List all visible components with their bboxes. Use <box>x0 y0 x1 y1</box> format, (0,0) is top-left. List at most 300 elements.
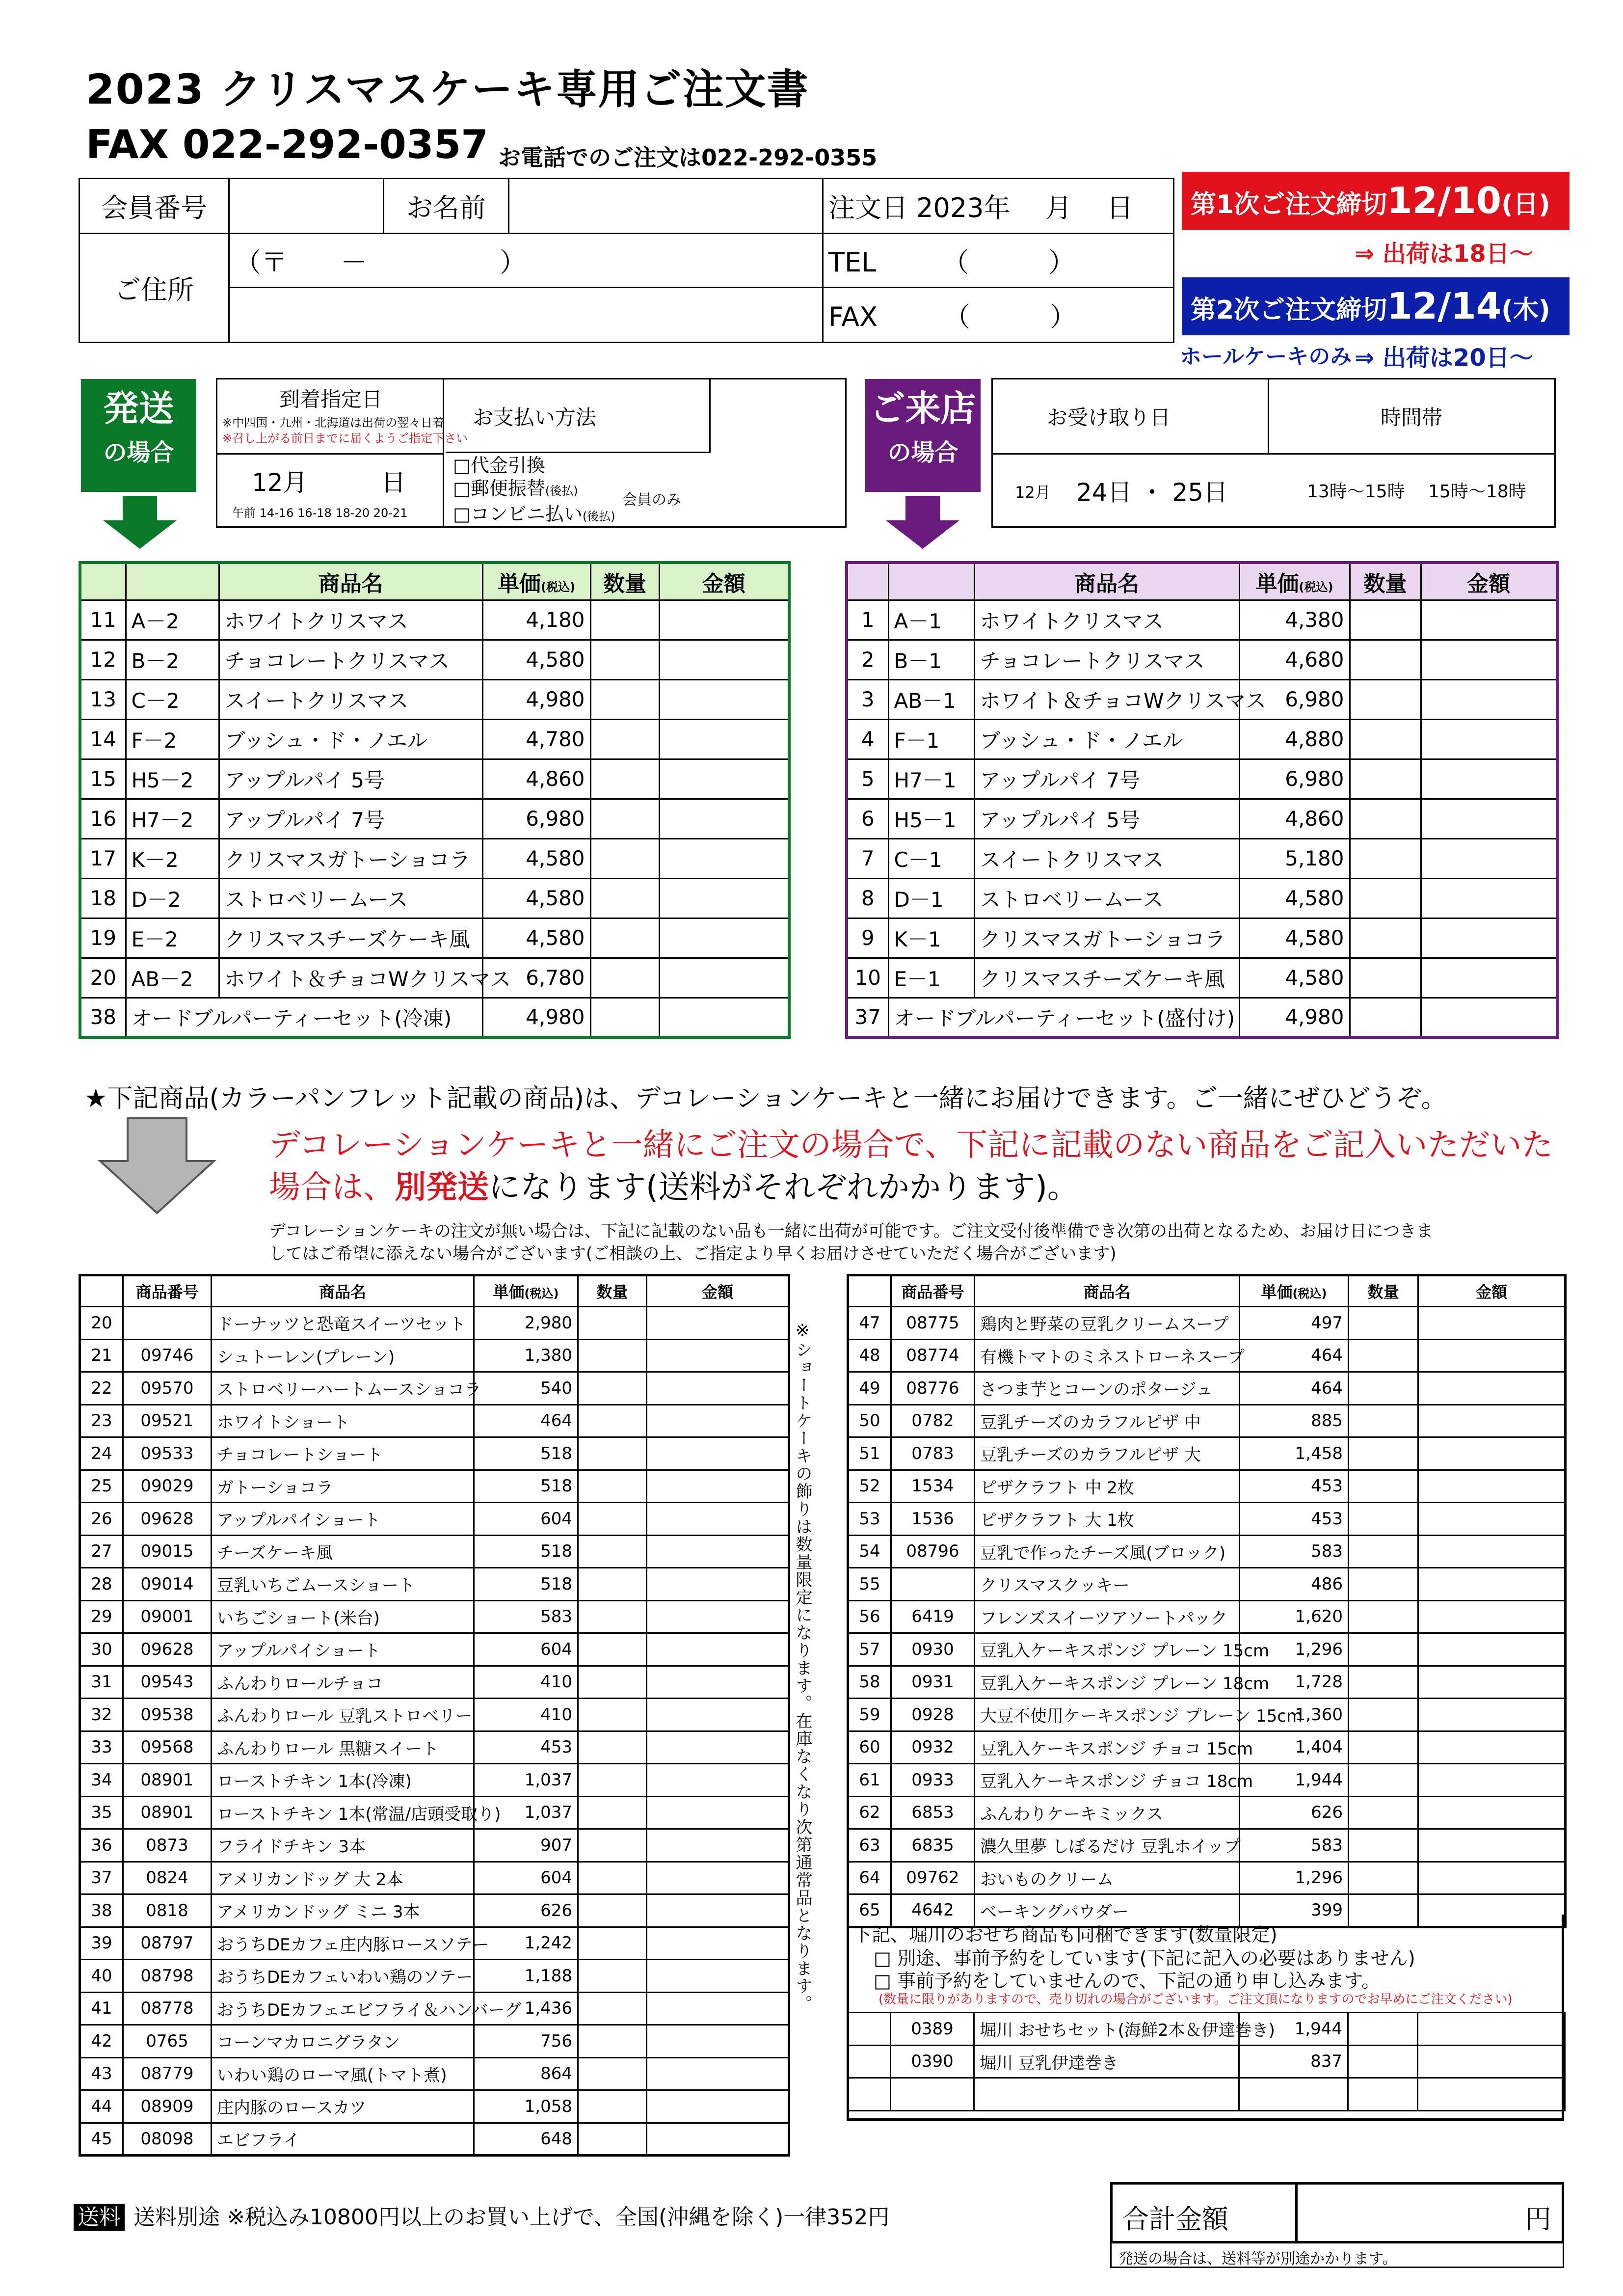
table-row <box>847 600 1557 640</box>
tel-field[interactable]: TEL （ ） <box>823 234 1174 288</box>
qty-field[interactable] <box>578 1535 647 1568</box>
address-field[interactable] <box>229 288 823 343</box>
pickup-days[interactable]: 24日 ・ 25日 <box>1076 478 1228 507</box>
qty-field[interactable] <box>590 918 659 958</box>
amount-field[interactable] <box>659 679 789 719</box>
qty-field[interactable] <box>1349 1437 1418 1470</box>
qty-field[interactable] <box>1349 1405 1418 1437</box>
qty-field[interactable] <box>1350 838 1421 878</box>
qty-field[interactable] <box>578 1829 647 1862</box>
amount-field[interactable] <box>1418 1633 1566 1666</box>
item-name: ふんわりロール 黒糖スイート <box>212 1731 474 1764</box>
item-number: 43 <box>80 2057 123 2090</box>
item-code: 0873 <box>123 1829 212 1862</box>
item-code: 0782 <box>891 1405 975 1437</box>
item-name: ピザクラフト 大 1枚 <box>975 1503 1240 1536</box>
qty-field[interactable] <box>1350 640 1421 679</box>
item-price: 540 <box>474 1372 578 1405</box>
table-row <box>80 1535 789 1568</box>
item-name: ローストチキン 1本(冷凍) <box>212 1764 474 1797</box>
item-code: 09521 <box>123 1405 212 1437</box>
qty-field[interactable] <box>1349 1372 1418 1405</box>
item-name: シュトーレン(プレーン) <box>212 1339 474 1372</box>
item-number: 17 <box>80 838 126 878</box>
item-price: 453 <box>474 1731 578 1764</box>
qty-field[interactable] <box>1349 1307 1418 1340</box>
item-name: 豆乳入ケーキスポンジ プレーン 15cm <box>975 1633 1240 1666</box>
qty-field[interactable] <box>1349 1470 1418 1503</box>
deadline-2-note: ホールケーキのみ <box>1180 344 1352 369</box>
item-number <box>848 2013 891 2046</box>
qty-field[interactable] <box>590 719 659 759</box>
table-row <box>848 2013 1565 2046</box>
amount-field[interactable] <box>647 1405 789 1437</box>
item-price: 4,880 <box>1239 719 1350 759</box>
qty-field[interactable] <box>590 640 659 679</box>
qty-field[interactable] <box>578 1503 647 1536</box>
amount-field[interactable] <box>1418 1600 1566 1633</box>
amount-field[interactable] <box>647 2090 789 2123</box>
item-number: 37 <box>847 998 888 1037</box>
qty-field[interactable] <box>578 2090 647 2123</box>
amount-field[interactable] <box>1418 1862 1566 1894</box>
payment-postal[interactable]: □郵便振替(後払) <box>453 478 578 499</box>
qty-field[interactable] <box>1348 2013 1418 2046</box>
amount-field[interactable] <box>1421 759 1557 799</box>
amount-field[interactable] <box>1418 1437 1566 1470</box>
item-code: 0389 <box>891 2013 974 2046</box>
qty-field[interactable] <box>578 1894 647 1927</box>
amount-field[interactable] <box>659 799 789 838</box>
qty-field[interactable] <box>578 2123 647 2156</box>
amount-field[interactable] <box>647 2025 789 2058</box>
item-price: 1,404 <box>1240 1731 1349 1764</box>
item-price: 4,580 <box>1239 878 1350 918</box>
item-price: 907 <box>474 1829 578 1862</box>
arrival-time-slots: 午前 14-16 16-18 18-20 20-21 <box>232 506 408 520</box>
item-name: 庄内豚のロースカツ <box>212 2090 474 2123</box>
item-price: 2,980 <box>474 1307 578 1340</box>
item-name: ホワイト＆チョコWクリスマス <box>219 958 482 998</box>
col-price: 単価(税込) <box>1239 563 1350 600</box>
table-row <box>80 1568 789 1601</box>
item-code: 4642 <box>891 1894 975 1927</box>
amount-field[interactable] <box>1421 600 1557 640</box>
amount-field[interactable] <box>1418 1470 1566 1503</box>
item-code: 08901 <box>123 1764 212 1797</box>
item-code <box>891 1568 975 1601</box>
amount-field[interactable] <box>647 1437 789 1470</box>
table-row <box>848 1862 1566 1894</box>
col-qty: 数量 <box>590 563 659 600</box>
osechi-option-2[interactable]: □ 事前予約をしていませんので、下記の通り申し込みます。 <box>874 1970 1381 1992</box>
qty-field[interactable] <box>1350 918 1421 958</box>
amount-field[interactable] <box>1418 1372 1566 1405</box>
amount-field[interactable] <box>647 1796 789 1829</box>
table-row <box>80 2057 789 2090</box>
order-date-field[interactable]: 注文日 2023年 月 日 <box>823 179 1174 234</box>
item-name: ピザクラフト 中 2枚 <box>975 1470 1240 1503</box>
item-number: 54 <box>848 1535 891 1568</box>
item-price: 1,620 <box>1240 1600 1349 1633</box>
item-name: ふんわりケーキミックス <box>975 1796 1240 1829</box>
item-name: おうちDEカフェ庄内豚ロースソテー <box>212 1927 474 1960</box>
item-code: 0931 <box>891 1666 975 1699</box>
amount-field[interactable] <box>647 1372 789 1405</box>
item-code: 09762 <box>891 1862 975 1894</box>
table-row <box>80 759 789 799</box>
amount-field[interactable] <box>647 1764 789 1797</box>
item-code: 08779 <box>123 2057 212 2090</box>
item-number: 41 <box>80 1992 123 2025</box>
amount-field[interactable] <box>659 640 789 679</box>
amount-field[interactable] <box>647 1894 789 1927</box>
item-number: 40 <box>80 1960 123 1993</box>
item-name: 大豆不使用ケーキスポンジ プレーン 15cm <box>975 1699 1240 1731</box>
amount-field[interactable] <box>1418 1699 1566 1731</box>
item-code: C－2 <box>126 679 219 719</box>
item-code: 09746 <box>123 1339 212 1372</box>
item-name: ブッシュ・ド・ノエル <box>219 719 482 759</box>
qty-field[interactable] <box>590 600 659 640</box>
item-code: 09568 <box>123 1731 212 1764</box>
table-row <box>848 1764 1566 1797</box>
qty-field[interactable] <box>1349 1535 1418 1568</box>
item-number: 2 <box>847 640 888 679</box>
zip-field[interactable]: （〒 － ） <box>229 234 823 288</box>
qty-field[interactable] <box>1350 799 1421 838</box>
amount-field[interactable] <box>1421 958 1557 998</box>
item-name: アップルパイ 5号 <box>219 759 482 799</box>
qty-field[interactable] <box>578 1437 647 1470</box>
amount-field[interactable] <box>647 1731 789 1764</box>
item-name: アップルパイショート <box>212 1633 474 1666</box>
item-number: 21 <box>80 1339 123 1372</box>
empty-cell[interactable] <box>1348 2078 1418 2111</box>
qty-field[interactable] <box>1349 1829 1418 1862</box>
green-arrow-icon <box>101 496 179 550</box>
table-row <box>80 1731 789 1764</box>
item-number: 9 <box>847 918 888 958</box>
amount-field[interactable] <box>647 1307 789 1340</box>
item-number: 18 <box>80 878 126 918</box>
empty-cell[interactable] <box>1418 2078 1565 2111</box>
item-name: いちごショート(米台) <box>212 1600 474 1633</box>
amount-field[interactable] <box>647 1927 789 1960</box>
qty-field[interactable] <box>578 1405 647 1437</box>
amount-field[interactable] <box>659 918 789 958</box>
qty-field[interactable] <box>590 799 659 838</box>
amount-field[interactable] <box>1421 679 1557 719</box>
item-number: 4 <box>847 719 888 759</box>
extra-items-note: ★下記商品(カラーパンフレット記載の商品)は、デコレーションケーキと一緒にお届けできます。ご一緒にぜひどうぞ。 <box>84 1084 1447 1113</box>
total-note: 発送の場合は、送料等が別途かかります。 <box>1110 2243 1564 2268</box>
amount-field[interactable] <box>659 838 789 878</box>
amount-field[interactable] <box>647 2123 789 2156</box>
qty-field[interactable] <box>1349 1764 1418 1797</box>
qty-field[interactable] <box>1349 1339 1418 1372</box>
item-code: 1534 <box>891 1470 975 1503</box>
separate-shipping-warning: デコレーションケーキと一緒にご注文の場合で、下記に記載のない商品をご記入いただいた 場合は、別発送になります(送料がそれぞれかかります)。 <box>269 1127 1553 1206</box>
item-code: 09538 <box>123 1699 212 1731</box>
total-field[interactable] <box>1295 2185 1562 2241</box>
item-code: B－2 <box>126 640 219 679</box>
qty-field[interactable] <box>1350 958 1421 998</box>
qty-field[interactable] <box>590 838 659 878</box>
qty-field[interactable] <box>1349 1503 1418 1536</box>
item-price: 5,180 <box>1239 838 1350 878</box>
amount-field[interactable] <box>1418 2013 1565 2046</box>
name-field[interactable] <box>509 179 823 234</box>
fax-field[interactable]: FAX （ ） <box>823 288 1174 343</box>
item-code: E－2 <box>126 918 219 958</box>
item-name: いわい鶏のローマ風(トマト煮) <box>212 2057 474 2090</box>
payment-cod[interactable]: □代金引換 <box>453 455 545 476</box>
amount-field[interactable] <box>647 1666 789 1699</box>
item-price: 4,580 <box>1239 958 1350 998</box>
item-price: 464 <box>474 1405 578 1437</box>
amount-field[interactable] <box>659 998 789 1037</box>
amount-field[interactable] <box>647 2057 789 2090</box>
item-number: 20 <box>80 958 126 998</box>
amount-field[interactable] <box>647 1862 789 1894</box>
qty-field[interactable] <box>578 1568 647 1601</box>
amount-field[interactable] <box>1418 1503 1566 1536</box>
item-number: 53 <box>848 1503 891 1536</box>
item-number: 58 <box>848 1666 891 1699</box>
qty-field[interactable] <box>1349 1633 1418 1666</box>
fax-number: FAX 022-292-0357 <box>86 122 488 167</box>
amount-field[interactable] <box>659 719 789 759</box>
item-number: 12 <box>80 640 126 679</box>
empty-cell[interactable] <box>1239 2078 1348 2111</box>
item-number: 32 <box>80 1699 123 1731</box>
qty-field[interactable] <box>578 1927 647 1960</box>
amount-field[interactable] <box>1418 1339 1566 1372</box>
payment-options[interactable] <box>453 454 615 528</box>
amount-field[interactable] <box>647 1633 789 1666</box>
qty-field[interactable] <box>1348 2045 1418 2078</box>
amount-field[interactable] <box>1418 1764 1566 1797</box>
item-code: 08775 <box>891 1307 975 1340</box>
qty-field[interactable] <box>1349 1600 1418 1633</box>
member-label: 会員番号 <box>80 179 229 234</box>
item-price: 518 <box>474 1470 578 1503</box>
table-row <box>848 1699 1566 1731</box>
item-name: ホワイトクリスマス <box>219 600 482 640</box>
table-row <box>847 958 1557 998</box>
empty-cell[interactable] <box>848 2078 891 2111</box>
qty-field[interactable] <box>578 1307 647 1340</box>
qty-field[interactable] <box>590 958 659 998</box>
amount-field[interactable] <box>1418 1405 1566 1437</box>
pickup-label: お受け取り日 <box>1047 405 1171 430</box>
item-price: 1,436 <box>474 1992 578 2025</box>
item-price: 6,780 <box>482 958 590 998</box>
amount-field[interactable] <box>1421 878 1557 918</box>
item-price: 1,188 <box>474 1960 578 1993</box>
table-row <box>80 1992 789 2025</box>
qty-field[interactable] <box>578 1992 647 2025</box>
qty-field[interactable] <box>1349 1862 1418 1894</box>
amount-field[interactable] <box>647 1568 789 1601</box>
osechi-option-1[interactable]: □ 別途、事前予約をしています(下記に記入の必要はありません) <box>874 1947 1415 1969</box>
item-name: アップルパイ 7号 <box>974 759 1239 799</box>
table-row <box>80 719 789 759</box>
item-price: 626 <box>1240 1796 1349 1829</box>
amount-field[interactable] <box>647 1339 789 1372</box>
item-name: ガトーショコラ <box>212 1470 474 1503</box>
item-number: 56 <box>848 1600 891 1633</box>
amount-field[interactable] <box>647 1960 789 1993</box>
item-price: 1,728 <box>1240 1666 1349 1699</box>
amount-field[interactable] <box>647 1699 789 1731</box>
item-number: 37 <box>80 1862 123 1894</box>
table-row <box>80 1829 789 1862</box>
col-name: 商品名 <box>219 563 482 600</box>
amount-field[interactable] <box>1418 1307 1566 1340</box>
qty-field[interactable] <box>578 1633 647 1666</box>
amount-field[interactable] <box>1421 998 1557 1037</box>
qty-field[interactable] <box>590 998 659 1037</box>
item-number: 47 <box>848 1307 891 1340</box>
item-name: クリスマスチーズケーキ風 <box>974 958 1239 998</box>
col-price: 単価(税込) <box>482 563 590 600</box>
qty-field[interactable] <box>1349 1699 1418 1731</box>
amount-field[interactable] <box>1418 2045 1565 2078</box>
amount-field[interactable] <box>1418 1731 1566 1764</box>
table-row <box>848 1796 1566 1829</box>
item-number: 38 <box>80 998 126 1037</box>
item-code <box>123 1307 212 1340</box>
qty-field[interactable] <box>578 1699 647 1731</box>
osechi-warning: (数量に限りがありますので、売り切れの場合がございます。ご注文頂になりますのでお早めにご注文ください) <box>878 1992 1513 2007</box>
item-price: 4,580 <box>482 878 590 918</box>
amount-field[interactable] <box>647 1992 789 2025</box>
empty-cell[interactable] <box>974 2078 1239 2111</box>
table-row <box>80 918 789 958</box>
qty-field[interactable] <box>590 759 659 799</box>
item-code: 0930 <box>891 1633 975 1666</box>
item-price: 453 <box>1240 1503 1349 1536</box>
amount-field[interactable] <box>1418 1829 1566 1862</box>
table-row <box>80 1960 789 1993</box>
item-name: フライドチキン 3本 <box>212 1829 474 1862</box>
qty-field[interactable] <box>578 1796 647 1829</box>
qty-field[interactable] <box>578 1764 647 1797</box>
item-name: 堀川 おせちセット(海鮮2本＆伊達巻き) <box>974 2013 1239 2046</box>
qty-field[interactable] <box>1349 1796 1418 1829</box>
qty-field[interactable] <box>590 679 659 719</box>
qty-field[interactable] <box>1350 719 1421 759</box>
amount-field[interactable] <box>1418 1568 1566 1601</box>
qty-field[interactable] <box>578 2025 647 2058</box>
qty-field[interactable] <box>1349 1568 1418 1601</box>
qty-field[interactable] <box>578 1470 647 1503</box>
qty-field[interactable] <box>1349 1666 1418 1699</box>
amount-field[interactable] <box>647 1503 789 1536</box>
item-number: 44 <box>80 2090 123 2123</box>
table-row <box>80 1600 789 1633</box>
arrival-date-field[interactable]: 12月 日 <box>252 468 406 497</box>
qty-field[interactable] <box>590 878 659 918</box>
amount-field[interactable] <box>647 1600 789 1633</box>
qty-field[interactable] <box>578 1600 647 1633</box>
table-row <box>847 998 1557 1037</box>
pickup-month: 12月 <box>1015 483 1051 502</box>
amount-field[interactable] <box>647 1535 789 1568</box>
amount-field[interactable] <box>1421 838 1557 878</box>
amount-field[interactable] <box>647 1470 789 1503</box>
qty-field[interactable] <box>578 1862 647 1894</box>
item-price: 4,980 <box>482 679 590 719</box>
amount-field[interactable] <box>659 878 789 918</box>
qty-field[interactable] <box>578 1339 647 1372</box>
pickup-times[interactable]: 13時～15時 15時～18時 <box>1307 482 1526 502</box>
item-number: 24 <box>80 1437 123 1470</box>
arrival-note-2: ※召し上がる前日までに届くようご指定下さい <box>222 432 468 445</box>
qty-field[interactable] <box>1350 679 1421 719</box>
item-name: 豆乳いちごムースショート <box>212 1568 474 1601</box>
item-name: 有機トマトのミネストローネスープ <box>975 1339 1240 1372</box>
item-name: フレンズスイーツアソートパック <box>975 1600 1240 1633</box>
amount-field[interactable] <box>659 958 789 998</box>
amount-field[interactable] <box>659 600 789 640</box>
qty-field[interactable] <box>578 1960 647 1993</box>
payment-convenience[interactable]: □コンビニ払い(後払) <box>453 503 615 525</box>
item-price: 4,580 <box>482 640 590 679</box>
osechi-table <box>847 2012 1566 2111</box>
table-row <box>80 1633 789 1666</box>
amount-field[interactable] <box>1421 799 1557 838</box>
amount-field[interactable] <box>1418 1666 1566 1699</box>
item-name: ストロベリームース <box>974 878 1239 918</box>
member-field[interactable] <box>229 179 384 234</box>
qty-field[interactable] <box>1350 600 1421 640</box>
table-row <box>80 998 789 1037</box>
qty-field[interactable] <box>1350 998 1421 1037</box>
table-row <box>848 1503 1566 1536</box>
item-number: 59 <box>848 1699 891 1731</box>
item-price: 4,580 <box>482 918 590 958</box>
amount-field[interactable] <box>1421 719 1557 759</box>
qty-field[interactable] <box>578 1666 647 1699</box>
amount-field[interactable] <box>1418 1796 1566 1829</box>
qty-field[interactable] <box>1349 1731 1418 1764</box>
amount-field[interactable] <box>1418 1535 1566 1568</box>
amount-field[interactable] <box>1421 640 1557 679</box>
item-code: 0390 <box>891 2045 974 2078</box>
qty-field[interactable] <box>578 1372 647 1405</box>
item-number: 65 <box>848 1894 891 1927</box>
table-row <box>80 2025 789 2058</box>
qty-field[interactable] <box>578 2057 647 2090</box>
table-row <box>80 1862 789 1894</box>
qty-field[interactable] <box>1350 759 1421 799</box>
amount-field[interactable] <box>659 759 789 799</box>
item-code: K－1 <box>888 918 974 958</box>
empty-cell[interactable] <box>891 2078 974 2111</box>
qty-field[interactable] <box>578 1731 647 1764</box>
item-price: 4,980 <box>1239 998 1350 1037</box>
qty-field[interactable] <box>1350 878 1421 918</box>
item-number: 28 <box>80 1568 123 1601</box>
amount-field[interactable] <box>1421 918 1557 958</box>
item-name: ストロベリームース <box>219 878 482 918</box>
item-code: 0928 <box>891 1699 975 1731</box>
item-name: さつま芋とコーンのポタージュ <box>975 1372 1240 1405</box>
amount-field[interactable] <box>647 1829 789 1862</box>
